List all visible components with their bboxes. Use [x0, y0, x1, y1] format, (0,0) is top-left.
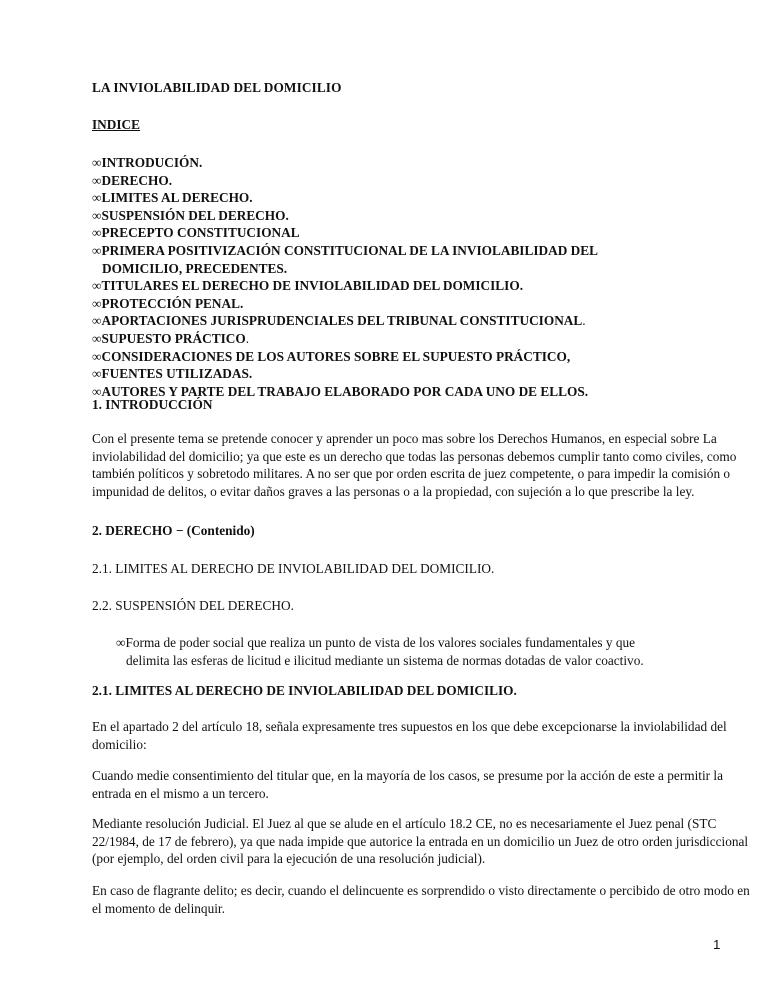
infinity-bullet-icon: ∞ — [116, 635, 126, 650]
page-number: 1 — [713, 937, 721, 952]
toc-item: ∞FUENTES UTILIZADAS. — [92, 366, 253, 382]
toc-item: ∞SUPUESTO PRÁCTICO. — [92, 330, 250, 346]
toc-item: ∞DERECHO. — [92, 172, 173, 188]
infinity-bullet-icon: ∞ — [92, 366, 102, 382]
section-heading-derecho: 2. DERECHO − (Contenido) — [92, 523, 255, 538]
toc-item: ∞AUTORES Y PARTE DEL TRABAJO ELABORADO POR CADA UNO DE ELLOS. — [92, 383, 589, 399]
toc-item: ∞PRECEPTO CONSTITUCIONAL — [92, 225, 300, 241]
limits-paragraph-4: En caso de flagrante delito; es decir, cuando el delincuente es sorprendido o visto directamente o percibido de otro modo en el momento de delinquir. — [92, 883, 750, 916]
index-heading: INDICE — [92, 117, 141, 132]
toc-item: ∞INTRODUCIÓN. — [92, 155, 203, 170]
section-heading-limites: 2.1. LIMITES AL DERECHO DE INVIOLABILIDAD DEL DOMICILIO. — [92, 683, 517, 698]
infinity-bullet-icon: ∞ — [92, 295, 102, 311]
infinity-bullet-icon: ∞ — [92, 155, 102, 170]
infinity-bullet-icon: ∞ — [92, 278, 102, 294]
infinity-bullet-icon: ∞ — [92, 330, 102, 346]
limits-paragraph-2: Cuando medie consentimiento del titular que, en la mayoría de los casos, se presume por la acción de este a permitir la entrada en el mismo a un tercero. — [92, 768, 724, 801]
intro-paragraph: Con el presente tema se pretende conocer y aprender un poco mas sobre los Derechos Humanos, en especial sobre La inviolabilidad del domicilio; ya que este es un derecho que todas las personas debemos cumplir tanto como civiles, como también políticos y sobretodo militares. A no ser que por orden escrita de juez competente, o para impedir la comisión o impunidad de delitos, o evitar daños graves a las personas o a la propiedad, con sujeción a lo que prescribe la ley. — [92, 431, 737, 499]
infinity-bullet-icon: ∞ — [92, 225, 102, 241]
toc-item: ∞CONSIDERACIONES DE LOS AUTORES SOBRE EL SUPUESTO PRÁCTICO, — [92, 348, 571, 364]
infinity-bullet-icon: ∞ — [92, 383, 102, 399]
infinity-bullet-icon: ∞ — [92, 190, 102, 206]
table-of-contents — [92, 154, 752, 400]
infinity-bullet-icon: ∞ — [92, 242, 102, 258]
limits-paragraph-3: Mediante resolución Judicial. El Juez al que se alude en el artículo 18.2 CE, no es necesariamente el Juez penal (STC 22/1984, de 17 de febrero), ya que nada impide que autorice la entrada en un domicilio un Juez de otro orden jurisdiccional (por ejemplo, del orden civil para la ejecución de una resolución judicial). — [92, 816, 749, 867]
infinity-bullet-icon: ∞ — [92, 313, 102, 329]
toc-item: ∞TITULARES EL DERECHO DE INVIOLABILIDAD DEL DOMICILIO. — [92, 278, 524, 294]
infinity-bullet-icon: ∞ — [92, 172, 102, 188]
toc-item: ∞SUSPENSIÓN DEL DERECHO. — [92, 207, 289, 223]
infinity-bullet-icon: ∞ — [92, 348, 102, 364]
subsection-2-1: 2.1. LIMITES AL DERECHO DE INVIOLABILIDAD DEL DOMICILIO. — [92, 561, 495, 576]
section-heading-introduccion: 1. INTRODUCCIÓN — [92, 397, 213, 412]
bullet-paragraph: ∞Forma de poder social que realiza un punto de vista de los valores sociales fundamentales y que delimita las esferas de licitud e ilicitud mediante un sistema de normas dotadas de valor coactivo. — [116, 635, 644, 668]
document-title: LA INVIOLABILIDAD DEL DOMICILIO — [92, 80, 342, 95]
toc-item: ∞PRIMERA POSITIVIZACIÓN CONSTITUCIONAL DE LA INVIOLABILIDAD DEL DOMICILIO, PRECEDENTES. — [92, 242, 599, 276]
toc-item: ∞PROTECCIÓN PENAL. — [92, 295, 244, 311]
toc-item: ∞APORTACIONES JURISPRUDENCIALES DEL TRIBUNAL CONSTITUCIONAL. — [92, 313, 586, 329]
toc-item: ∞LIMITES AL DERECHO. — [92, 190, 253, 206]
subsection-2-2: 2.2. SUSPENSIÓN DEL DERECHO. — [92, 598, 294, 613]
limits-paragraph-1: En el apartado 2 del artículo 18, señala expresamente tres supuestos en los que debe excepcionarse la inviolabilidad del domicilio: — [92, 719, 727, 752]
infinity-bullet-icon: ∞ — [92, 207, 102, 223]
